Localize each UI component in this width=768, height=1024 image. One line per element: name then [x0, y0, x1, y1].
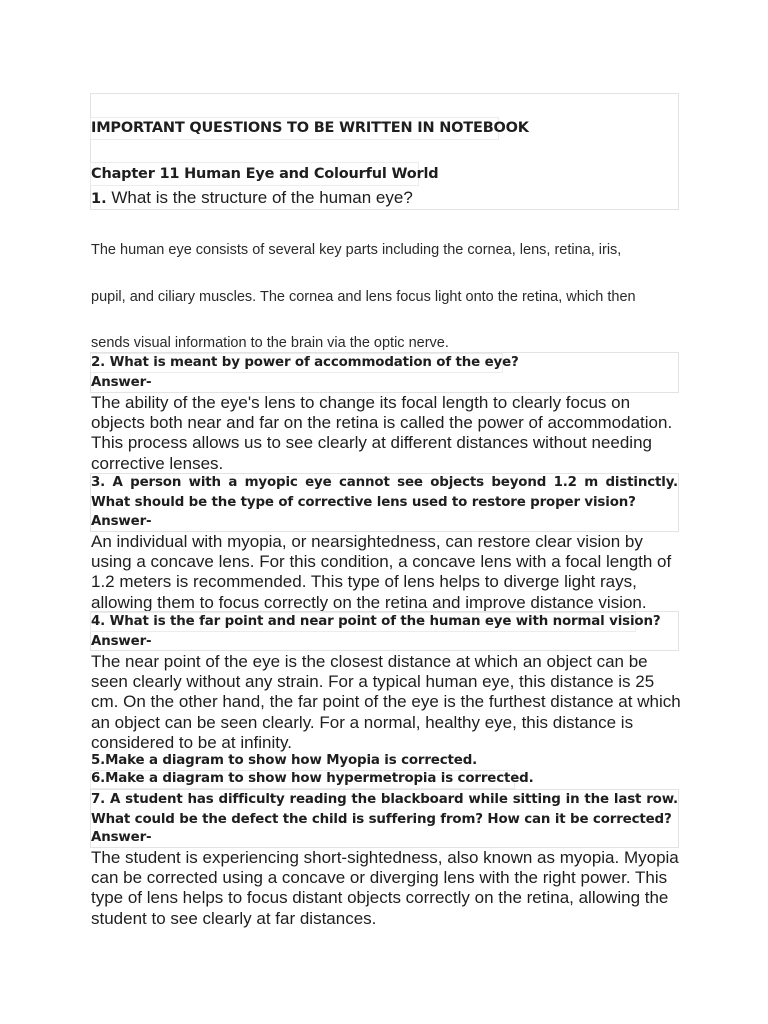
question-1-text: What is the structure of the human eye?	[106, 188, 413, 207]
chapter-title: Chapter 11 Human Eye and Colourful World	[91, 166, 439, 182]
answer-7: The student is experiencing short-sightedness, also known as myopia. Myopia can be corrected using a concave or diverging lens with the right power. This type of lens helps to focus distant objects correctly on the retina, allowing the student to see clearly at far distances.	[91, 848, 679, 928]
answer-label: Answer-	[91, 514, 152, 529]
intro-line: pupil, and ciliary muscles. The cornea and lens focus light onto the retina, which then	[91, 289, 636, 305]
page-title: IMPORTANT QUESTIONS TO BE WRITTEN IN NOTEBOOK	[91, 120, 529, 136]
answer-label: Answer-	[91, 375, 152, 390]
question-3: 3. A person with a myopic eye cannot see objects beyond 1.2 m distinctly. What should be the type of corrective lens used to restore proper vision?	[91, 475, 678, 510]
question-1	[91, 188, 413, 208]
answer-label: Answer-	[91, 830, 152, 845]
question-5: 5.Make a diagram to show how Myopia is corrected.	[91, 753, 478, 768]
intro-line: sends visual information to the brain via the optic nerve.	[91, 335, 449, 351]
question-4: 4. What is the far point and near point of the human eye with normal vision?	[91, 614, 661, 629]
question-2: 2. What is meant by power of accommodation of the eye?	[91, 355, 519, 370]
answer-4: The near point of the eye is the closest distance at which an object can be seen clearly without any strain. For a typical human eye, this distance is 25 cm. On the other hand, the far point of the eye is the furthest distance at which an object can be seen clearly. For a normal, healthy eye, this distance is considered to be at infinity.	[91, 652, 681, 752]
question-6: 6.Make a diagram to show how hypermetropia is corrected.	[91, 771, 534, 786]
intro-line: The human eye consists of several key parts including the cornea, lens, retina, iris,	[91, 242, 622, 258]
answer-3: An individual with myopia, or nearsightedness, can restore clear vision by using a concave lens. For this condition, a concave lens with a focal length of 1.2 meters is recommended. This type of lens helps to diverge light rays, allowing them to focus correctly on the retina and improve distance vision.	[91, 532, 672, 612]
question-7: 7. A student has difficulty reading the blackboard while sitting in the last row. What could be the defect the child is suffering from? How can it be corrected?	[91, 792, 678, 827]
question-1-number: 1.	[91, 191, 107, 207]
answer-2: The ability of the eye's lens to change its focal length to clearly focus on objects both near and far on the retina is called the power of accommodation. This process allows us to see clearly at different distances without needing corrective lenses.	[91, 393, 673, 473]
answer-label: Answer-	[91, 634, 152, 649]
